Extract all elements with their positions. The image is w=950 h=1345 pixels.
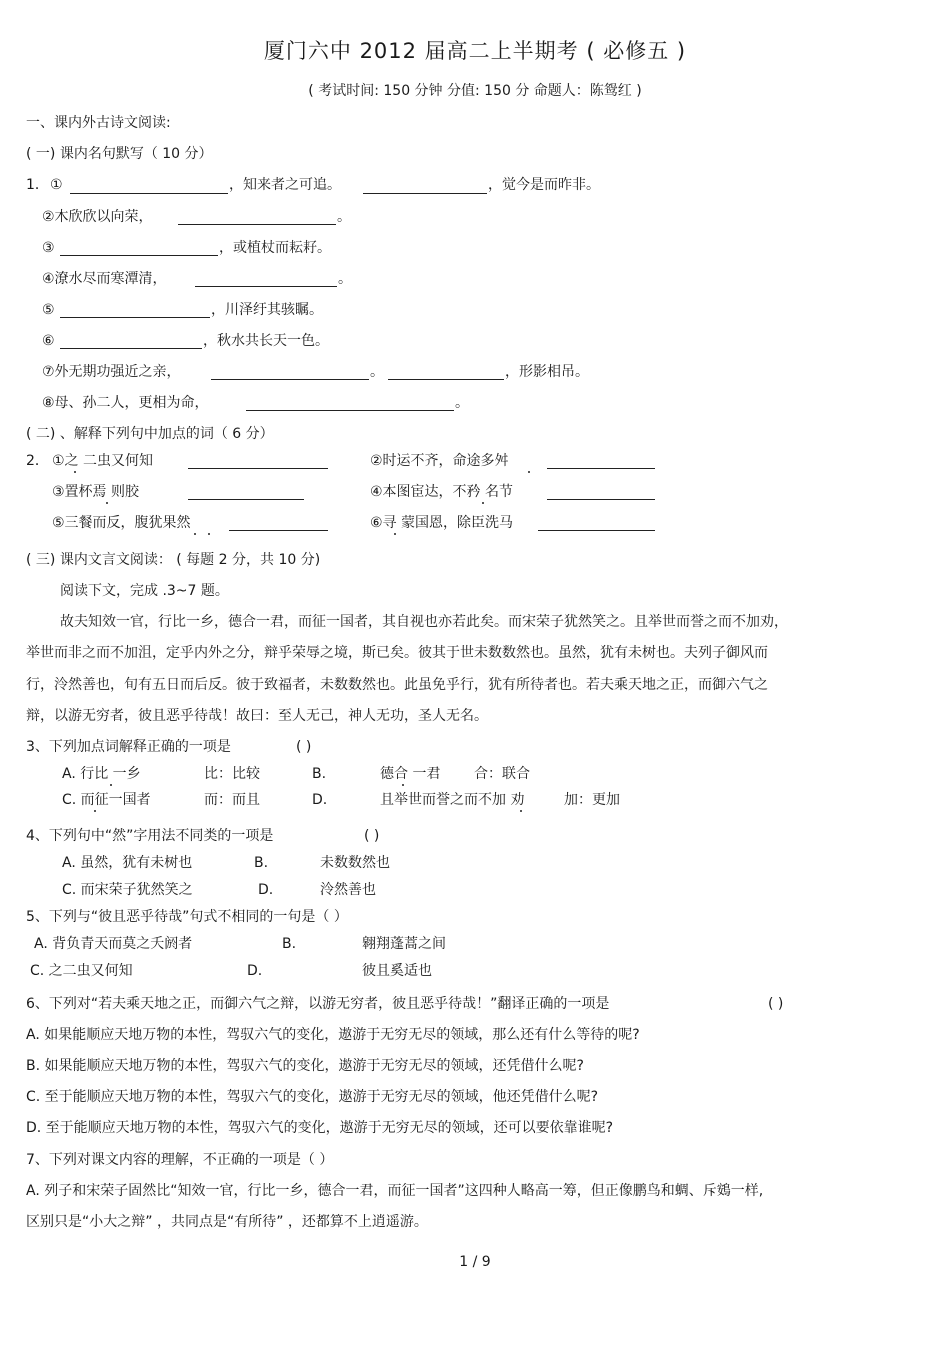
recite-item-2-end: 。 xyxy=(337,209,351,225)
answer-blank[interactable] xyxy=(229,530,328,531)
q5-option-a: A. 背负青天而莫之夭阏者 xyxy=(34,936,193,952)
q6-stem: 6、下列对“若夫乘天地之正，而御六气之辩，以游无穷者，彼且恶乎待哉！”翻译正确的一项是 xyxy=(26,996,610,1012)
recite-item-3-prefix: ③ xyxy=(42,240,55,256)
q4-answer-paren[interactable]: ( ) xyxy=(364,828,380,844)
answer-blank[interactable] xyxy=(547,468,655,469)
q7-option-a-line-1: A. 列子和宋荣子固然比“知效一官，行比一乡，德合一君，而征一国者”这四种人略高一筹，但正像鹏鸟和蜩、斥鴳一样, xyxy=(26,1183,764,1199)
q5-option-c: C. 之二虫又何知 xyxy=(30,963,133,979)
recite-item-4-prefix: ④潦水尽而寒潭清， xyxy=(42,271,167,287)
recite-item-1-text-2: ，觉今是而昨非。 xyxy=(488,177,600,193)
q4-option-b-label: B. xyxy=(254,855,269,871)
explain-item-6: ⑥寻 蒙国恩，除臣洗马 xyxy=(370,515,514,531)
q5-stem: 5、下列与“彼且恶乎待哉”句式不相同的一句是（ ） xyxy=(26,909,348,925)
emphasis-dot xyxy=(394,533,396,535)
answer-blank[interactable] xyxy=(188,468,328,469)
q3-stem: 3、下列加点词解释正确的一项是 xyxy=(26,739,231,755)
section-heading: 一、课内外古诗文阅读: xyxy=(26,115,171,131)
answer-blank[interactable] xyxy=(60,317,210,318)
answer-blank[interactable] xyxy=(246,410,454,411)
answer-blank[interactable] xyxy=(60,255,218,256)
answer-blank[interactable] xyxy=(538,530,655,531)
answer-blank[interactable] xyxy=(195,286,337,287)
q6-answer-paren[interactable]: ( ) xyxy=(768,996,784,1012)
q3-option-b-gloss: 合：联合 xyxy=(474,766,530,782)
recite-item-7-prefix: ⑦外无期功强近之亲， xyxy=(42,364,181,380)
recite-item-7-text: ，形影相吊。 xyxy=(505,364,589,380)
q3-option-a-gloss: 比：比较 xyxy=(204,766,260,782)
q3-option-d-label: D. xyxy=(312,792,328,808)
explain-item-3: ③置杯焉 则胶 xyxy=(52,484,140,500)
q3-option-c-gloss: 而：而且 xyxy=(204,792,260,808)
passage-line-3: 行，泠然善也，旬有五日而后反。彼于致福者，未数数然也。此虽免乎行，犹有所待者也。若夫乘天地之正，而御六气之 xyxy=(26,677,768,693)
q3-option-b: 德合 一君 xyxy=(380,766,441,782)
emphasis-dot xyxy=(74,471,76,473)
emphasis-dot xyxy=(528,471,530,473)
explain-item-1: ①之 二虫又何知 xyxy=(52,453,154,469)
recite-item-7-mid: 。 xyxy=(370,364,384,380)
page-title: 厦门六中 2012 届高二上半期考 ( 必修五 ) xyxy=(263,39,687,63)
emphasis-dot xyxy=(208,533,210,535)
emphasis-dot xyxy=(106,502,108,504)
recite-item-5-text: ，川泽纡其骇瞩。 xyxy=(211,302,323,318)
emphasis-dot xyxy=(520,810,522,812)
explain-item-4: ④本图宦达，不矜 名节 xyxy=(370,484,514,500)
reading-instruction: 阅读下文，完成 .3~7 题。 xyxy=(60,583,229,599)
passage-line-4: 辩，以游无穷者，彼且恶乎待哉！故曰：至人无己，神人无功，圣人无名。 xyxy=(26,708,488,724)
q6-option-c: C. 至于能顺应天地万物的本性，驾驭六气的变化，遨游于无穷无尽的领域，他还凭借什么呢? xyxy=(26,1089,599,1105)
recite-item-8-prefix: ⑧母、孙二人，更相为命， xyxy=(42,395,209,411)
answer-blank[interactable] xyxy=(60,348,202,349)
q4-option-a: A. 虽然，犹有未树也 xyxy=(62,855,193,871)
explain-item-2: ②时运不齐，命途多舛 xyxy=(370,453,509,469)
q3-option-d-gloss: 加：更加 xyxy=(564,792,620,808)
q3-answer-paren[interactable]: ( ) xyxy=(296,739,312,755)
q6-option-b: B. 如果能顺应天地万物的本性，驾驭六气的变化，遨游于无穷无尽的领域，还凭借什么呢? xyxy=(26,1058,584,1074)
recite-item-1-text: ，知来者之可追。 xyxy=(229,177,341,193)
passage-line-2: 举世而非之而不加沮，定乎内外之分，辩乎荣辱之境，斯已矣。彼其于世未数数然也。虽然，犹有未树也。夫列子御风而 xyxy=(26,645,768,661)
part1-heading: ( 一) 课内名句默写（ 10 分） xyxy=(26,146,213,162)
recite-item-1-prefix: ① xyxy=(50,177,63,193)
page-number: 1 / 9 xyxy=(459,1254,491,1270)
recite-item-3-text: ，或植杖而耘耔。 xyxy=(219,240,331,256)
emphasis-dot xyxy=(110,784,112,786)
emphasis-dot xyxy=(402,784,404,786)
q5-option-b-label: B. xyxy=(282,936,297,952)
q5-option-d-label: D. xyxy=(247,963,263,979)
part2-heading: ( 二) 、解释下列句中加点的词（ 6 分） xyxy=(26,426,274,442)
answer-blank[interactable] xyxy=(363,193,487,194)
answer-blank[interactable] xyxy=(388,379,504,380)
recite-item-4-end: 。 xyxy=(338,271,352,287)
q5-option-d: 彼且奚适也 xyxy=(362,963,432,979)
recite-item-2-prefix: ②木欣欣以向荣， xyxy=(42,209,153,225)
q4-option-d-label: D. xyxy=(258,882,274,898)
explain-item-5: ⑤三餐而反，腹犹果然 xyxy=(52,515,191,531)
q4-option-b: 未数数然也 xyxy=(320,855,390,871)
q6-option-a: A. 如果能顺应天地万物的本性，驾驭六气的变化，遨游于无穷无尽的领域，那么还有什么等待的呢? xyxy=(26,1027,640,1043)
q3-option-c: C. 而征一国者 xyxy=(62,792,151,808)
q7-option-a-line-2: 区别只是“小大之辩” ，共同点是“有所待” ，还都算不上逍遥游。 xyxy=(26,1214,428,1230)
exam-info: ( 考试时间: 150 分钟 分值: 150 分 命题人：陈鸳红 ) xyxy=(308,83,642,99)
answer-blank[interactable] xyxy=(188,499,304,500)
answer-blank[interactable] xyxy=(70,193,228,194)
part3-heading: ( 三) 课内文言文阅读： ( 每题 2 分，共 10 分) xyxy=(26,552,321,568)
recite-item-6-prefix: ⑥ xyxy=(42,333,55,349)
q6-option-d: D. 至于能顺应天地万物的本性，驾驭六气的变化，遨游于无穷无尽的领域，还可以要依靠谁呢? xyxy=(26,1120,614,1136)
passage-line-1: 故夫知效一官，行比一乡，德合一君，而征一国者，其自视也亦若此矣。而宋荣子犹然笑之。且举世而誉之而不加劝， xyxy=(60,614,788,630)
emphasis-dot xyxy=(94,810,96,812)
q4-stem: 4、下列句中“然”字用法不同类的一项是 xyxy=(26,828,274,844)
recite-item-8-end: 。 xyxy=(455,395,469,411)
q3-option-a: A. 行比 一乡 xyxy=(62,766,141,782)
answer-blank[interactable] xyxy=(547,499,655,500)
emphasis-dot xyxy=(482,502,484,504)
question-number: 2． xyxy=(26,453,49,469)
question-number: 1． xyxy=(26,177,49,193)
q7-stem: 7、下列对课文内容的理解，不正确的一项是（ ） xyxy=(26,1152,334,1168)
recite-item-6-text: ，秋水共长天一色。 xyxy=(203,333,329,349)
emphasis-dot xyxy=(194,533,196,535)
q5-option-b: 翱翔蓬蒿之间 xyxy=(362,936,446,952)
recite-item-5-prefix: ⑤ xyxy=(42,302,55,318)
answer-blank[interactable] xyxy=(178,224,336,225)
q4-option-d: 泠然善也 xyxy=(320,882,376,898)
q4-option-c: C. 而宋荣子犹然笑之 xyxy=(62,882,193,898)
q3-option-d: 且举世而誉之而不加 劝 xyxy=(380,792,525,808)
q3-option-b-label: B. xyxy=(312,766,327,782)
answer-blank[interactable] xyxy=(211,379,369,380)
